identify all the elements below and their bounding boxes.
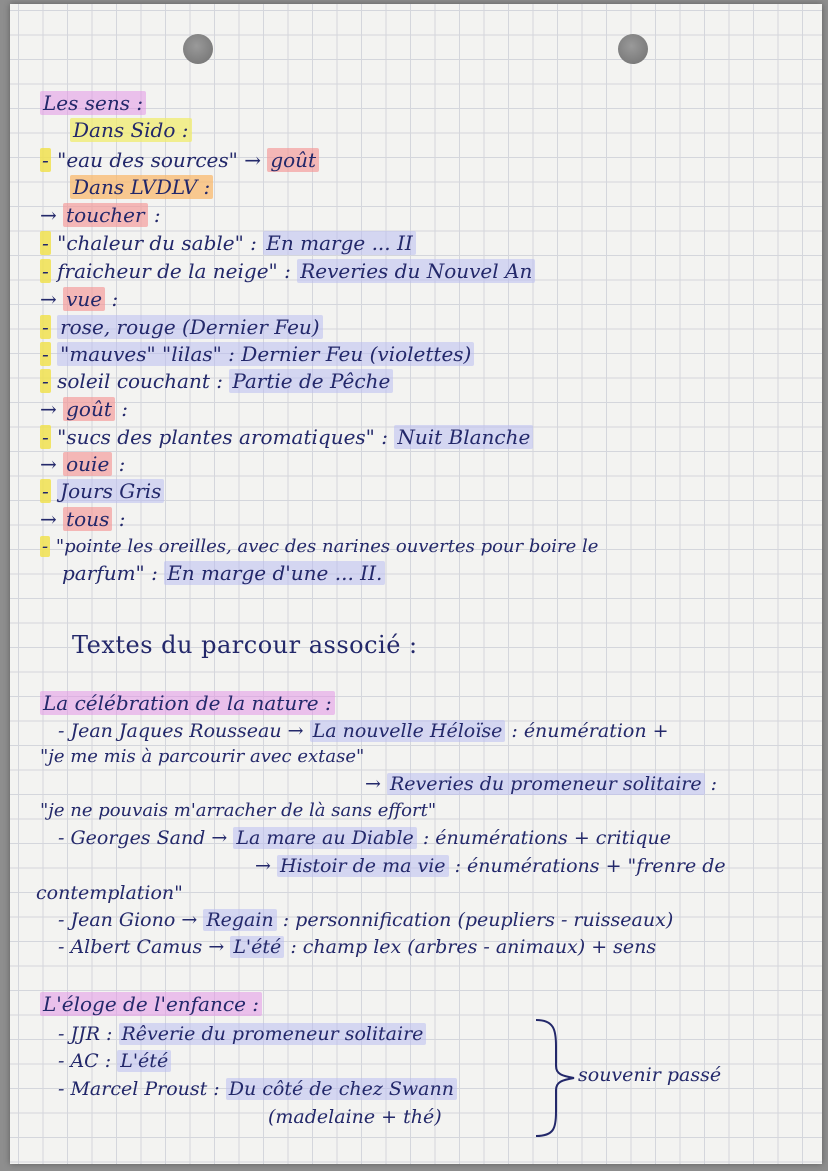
theme-title: L'éloge de l'enfance : <box>40 992 262 1016</box>
quote: "pointe les oreilles, avec des narines ouvertes pour boire le <box>55 536 599 557</box>
quote: soleil couchant : <box>57 369 223 393</box>
source: Nuit Blanche <box>394 425 533 449</box>
note-line <box>40 991 262 1017</box>
arrow-icon: → <box>255 855 271 877</box>
curly-brace <box>530 1016 580 1140</box>
author: - AC : <box>58 1050 112 1072</box>
sense-label: goût <box>267 148 319 172</box>
work-title: L'été <box>117 1050 171 1072</box>
arrow-icon: → <box>40 507 57 531</box>
sido-heading: Dans Sido : <box>70 118 192 142</box>
sens-title: Les sens : <box>40 91 146 115</box>
quote: rose, rouge (Dernier Feu) <box>57 315 322 339</box>
notebook-page <box>10 4 822 1164</box>
note: : champ lex (arbres - animaux) + sens <box>290 936 657 958</box>
note: : personnification (peupliers - ruisseaux) <box>282 909 674 931</box>
arrow-icon: → <box>40 452 57 476</box>
source: Partie de Pêche <box>229 369 393 393</box>
theme-title: La célébration de la nature : <box>40 691 335 715</box>
quote: parfum" : <box>62 561 158 585</box>
note-line <box>58 1021 426 1047</box>
work-title: L'été <box>230 936 284 958</box>
note-line: → vue : <box>40 287 119 311</box>
arrow-icon: → <box>365 773 381 795</box>
note: (madelaine + thé) <box>268 1106 442 1128</box>
work-title: Reveries du promeneur solitaire <box>387 773 705 795</box>
note: contemplation" <box>36 882 183 904</box>
quote: "sucs des plantes aromatiques" : <box>57 425 388 449</box>
work-title: Rêverie du promeneur solitaire <box>119 1023 427 1045</box>
bullet-dash: - <box>42 148 49 172</box>
sense-label: ouie <box>63 452 112 476</box>
arrow-icon: → <box>211 827 228 849</box>
note-line: → toucher : <box>40 203 161 227</box>
note-line <box>58 934 656 960</box>
binder-hole <box>183 34 213 64</box>
author: - Albert Camus <box>58 936 203 958</box>
quote: "eau des sources" <box>57 148 238 172</box>
arrow-icon: → <box>40 287 57 311</box>
note-line <box>70 174 213 200</box>
arrow-icon: → <box>208 936 225 958</box>
note-line <box>578 1062 721 1088</box>
bullet-dash: - <box>42 315 49 339</box>
quote: fraicheur de la neige" : <box>57 259 291 283</box>
work-title: Regain <box>203 909 276 931</box>
note: : énumérations + critique <box>422 827 671 849</box>
note: : énumérations + "frenre de <box>454 855 726 877</box>
sense-label: tous <box>63 507 112 531</box>
bullet-dash: - <box>42 369 49 393</box>
author: - JJR : <box>58 1023 113 1045</box>
author: - Marcel Proust : <box>58 1078 220 1100</box>
bullet-dash: - <box>42 479 49 503</box>
bullet-dash: - <box>42 425 49 449</box>
section-title <box>40 90 146 116</box>
binder-hole <box>618 34 648 64</box>
lvdlv-heading: Dans LVDLV : <box>70 175 213 199</box>
note-line <box>40 690 335 716</box>
bullet-dash: - <box>42 231 49 255</box>
note-line <box>58 1076 457 1102</box>
bullet-dash: - <box>42 259 49 283</box>
work-title: Du côté de chez Swann <box>226 1078 457 1100</box>
note-line <box>40 424 533 450</box>
note-line: → Reveries du promeneur solitaire : <box>365 773 718 795</box>
note-line <box>40 341 474 367</box>
quote: "je ne pouvais m'arracher de là sans effort" <box>40 800 437 821</box>
work-title: La mare au Diable <box>233 827 416 849</box>
source: Reveries du Nouvel An <box>297 259 535 283</box>
work-title: Histoir de ma vie <box>277 855 449 877</box>
quote: "chaleur du sable" : <box>57 231 257 255</box>
bullet-dash: - <box>42 342 49 366</box>
arrow-icon: → <box>244 148 261 172</box>
note-line <box>40 478 164 504</box>
arrow-icon: → <box>287 720 304 742</box>
quote: "mauves" "lilas" : Dernier Feu (violettes) <box>57 342 474 366</box>
arrow-icon: → <box>40 397 57 421</box>
sense-label: vue <box>63 287 105 311</box>
note-line <box>255 853 726 879</box>
work-title: La nouvelle Héloïse <box>310 720 506 742</box>
note-line: → goût : <box>40 397 128 421</box>
author: - Jean Jaques Rousseau <box>58 720 282 742</box>
author: - Jean Giono <box>58 909 176 931</box>
note-line <box>40 534 598 560</box>
arrow-icon: → <box>40 203 57 227</box>
source: En marge d'une ... II. <box>164 561 385 585</box>
sense-label: toucher <box>63 203 147 227</box>
arrow-icon: → <box>181 909 198 931</box>
bullet-dash: - <box>42 536 49 557</box>
source: En marge ... II <box>263 231 416 255</box>
note-line: → tous : <box>40 507 126 531</box>
note-line <box>40 147 319 173</box>
note-line <box>40 230 416 256</box>
note-line <box>58 907 673 933</box>
note-line <box>58 825 671 851</box>
quote: "je me mis à parcourir avec extase" <box>40 746 365 767</box>
note-line <box>62 560 385 586</box>
note-line <box>268 1104 442 1130</box>
author: - Georges Sand <box>58 827 206 849</box>
note-line <box>40 314 323 340</box>
note: : énumération + <box>511 720 669 742</box>
note-line: → ouie : <box>40 452 126 476</box>
section-heading: Textes du parcour associé : <box>72 631 418 659</box>
note-line <box>58 718 669 744</box>
note-line <box>58 1048 171 1074</box>
note-line <box>40 368 393 394</box>
note: souvenir passé <box>578 1064 722 1086</box>
source: Jours Gris <box>57 479 164 503</box>
note-line <box>36 880 183 906</box>
note-line <box>40 258 535 284</box>
sense-label: goût <box>63 397 115 421</box>
note-line <box>40 744 364 770</box>
note-line <box>40 798 436 824</box>
note-line <box>70 117 192 143</box>
